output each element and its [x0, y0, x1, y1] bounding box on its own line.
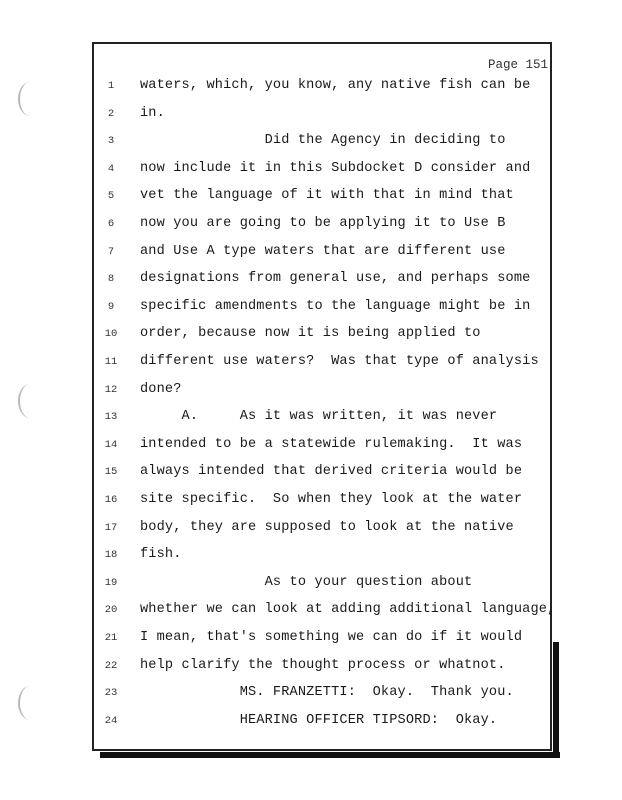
line-text: Did the Agency in deciding to — [140, 133, 506, 149]
transcript-line — [0, 602, 620, 622]
line-text: designations from general use, and perhaps some — [140, 271, 531, 287]
line-number: 24 — [104, 714, 118, 727]
line-text: and Use A type waters that are different use — [140, 243, 506, 259]
transcript-line — [0, 78, 620, 98]
transcript-line — [0, 133, 620, 153]
line-text: site specific. So when they look at the water — [140, 492, 523, 507]
transcript-line — [0, 409, 620, 429]
line-text: fish. — [140, 547, 182, 563]
line-text: body, they are supposed to look at the native — [140, 519, 514, 535]
line-number: 7 — [107, 245, 115, 258]
transcript-line — [0, 244, 620, 264]
line-number: 5 — [107, 190, 115, 203]
transcript-line — [0, 658, 620, 678]
line-text: different use waters? Was that type of analysis — [140, 354, 539, 369]
transcript-line — [0, 520, 620, 540]
page-number: Page 151 — [487, 58, 548, 72]
line-number: 23 — [104, 687, 118, 700]
line-text: MS. FRANZETTI: Okay. Thank you. — [140, 685, 514, 701]
transcript-line — [0, 354, 620, 374]
line-number: 10 — [104, 328, 118, 341]
transcript-line — [0, 216, 620, 236]
line-text: waters, which, you know, any native fish can be — [140, 78, 531, 93]
transcript-line — [0, 547, 620, 567]
transcript-line — [0, 685, 620, 705]
line-number: 2 — [107, 107, 115, 120]
line-text: order, because now it is being applied to — [140, 326, 481, 342]
line-number: 22 — [104, 659, 118, 672]
line-number: 16 — [104, 494, 118, 506]
line-text: intended to be a statewide rulemaking. It was — [140, 436, 523, 452]
line-number: 19 — [104, 576, 118, 589]
line-number: 3 — [107, 135, 115, 148]
line-text: in. — [140, 105, 165, 121]
line-text: done? — [140, 381, 182, 397]
line-number: 14 — [104, 438, 118, 451]
line-text: whether we can look at adding additional language, — [140, 602, 556, 618]
transcript-line — [0, 492, 620, 512]
line-number: 17 — [104, 521, 118, 534]
transcript-line — [0, 326, 620, 346]
page-shadow-bottom — [100, 752, 560, 758]
transcript-line — [0, 271, 620, 291]
line-text: help clarify the thought process or whatnot. — [140, 657, 506, 673]
line-number: 11 — [104, 356, 118, 368]
line-number: 20 — [104, 604, 118, 617]
line-text: now you are going to be applying it to Use B — [140, 216, 506, 231]
line-number: 21 — [104, 632, 118, 644]
transcript-line — [0, 161, 620, 181]
line-text: HEARING OFFICER TIPSORD: Okay. — [140, 712, 498, 728]
line-text: As to your question about — [140, 574, 473, 590]
line-number: 9 — [107, 300, 115, 313]
transcript-line — [0, 106, 620, 126]
line-text: now include it in this Subdocket D consider and — [140, 160, 531, 176]
transcript-line — [0, 299, 620, 319]
transcript-line — [0, 575, 620, 595]
line-text: vet the language of it with that in mind that — [140, 188, 514, 204]
transcript-line — [0, 630, 620, 650]
line-text: I mean, that's something we can do if it would — [140, 630, 523, 645]
transcript-line — [0, 713, 620, 733]
line-text: specific amendments to the language might be in — [140, 298, 531, 314]
line-text: always intended that derived criteria would be — [140, 464, 523, 480]
line-number: 8 — [107, 273, 115, 286]
transcript-line — [0, 188, 620, 208]
line-number: 18 — [104, 549, 118, 562]
line-number: 1 — [107, 80, 115, 92]
line-number: 4 — [107, 162, 115, 175]
transcript-line — [0, 382, 620, 402]
line-number: 13 — [104, 411, 118, 424]
transcript-line — [0, 464, 620, 484]
line-number: 12 — [104, 383, 118, 396]
line-number: 6 — [107, 218, 115, 230]
line-number: 15 — [104, 466, 118, 479]
line-text: A. As it was written, it was never — [140, 409, 498, 425]
transcript-line — [0, 437, 620, 457]
